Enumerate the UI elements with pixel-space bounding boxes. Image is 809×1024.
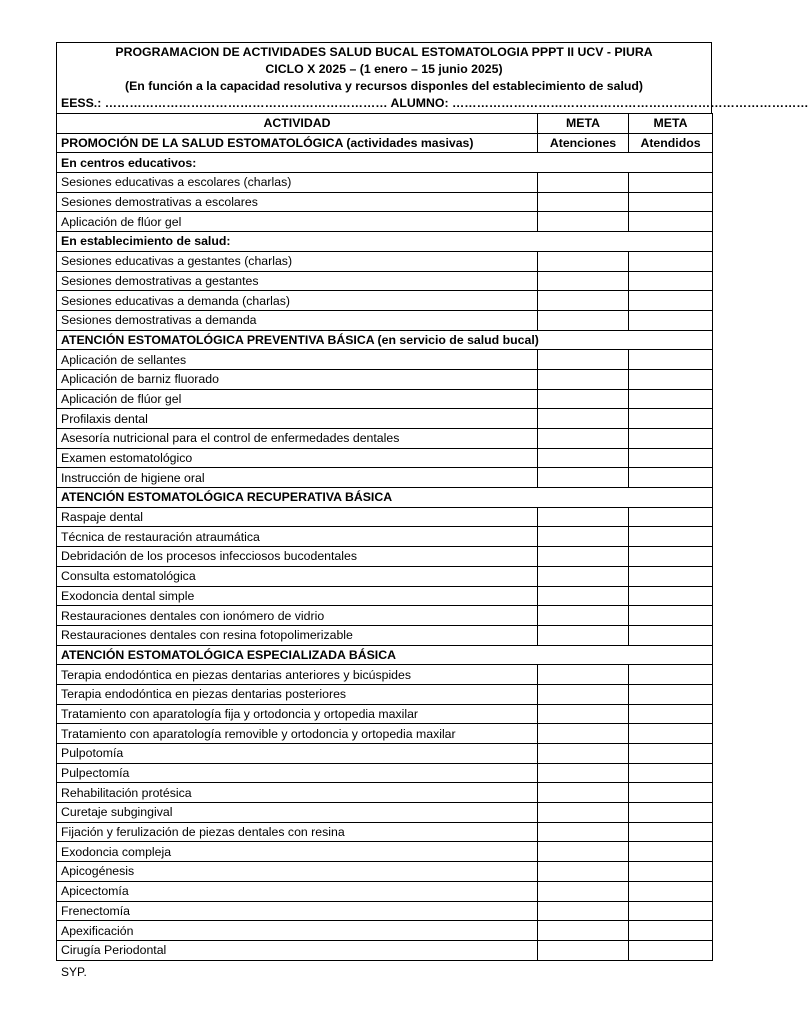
meta-atenciones-cell[interactable] bbox=[538, 665, 629, 685]
table-row bbox=[57, 369, 713, 389]
meta-atenciones-header: Atenciones bbox=[538, 133, 629, 153]
meta-atenciones-cell[interactable] bbox=[538, 822, 629, 842]
activity-label: Aplicación de sellantes bbox=[57, 350, 538, 370]
meta-atendidos-header: Atendidos bbox=[629, 133, 713, 153]
meta-atenciones-cell[interactable] bbox=[538, 251, 629, 271]
activity-label: Aplicación de barniz fluorado bbox=[57, 369, 538, 389]
column-header-meta-1: META bbox=[538, 114, 629, 134]
activity-label: Apicectomía bbox=[57, 881, 538, 901]
meta-atenciones-cell[interactable] bbox=[538, 310, 629, 330]
meta-atendidos-cell[interactable] bbox=[629, 192, 713, 212]
meta-atendidos-cell[interactable] bbox=[629, 744, 713, 764]
meta-atenciones-cell[interactable] bbox=[538, 389, 629, 409]
table-row bbox=[57, 291, 713, 311]
meta-atendidos-cell[interactable] bbox=[629, 684, 713, 704]
table-row bbox=[57, 724, 713, 744]
meta-atendidos-cell[interactable] bbox=[629, 291, 713, 311]
meta-atenciones-cell[interactable] bbox=[538, 291, 629, 311]
meta-atendidos-cell[interactable] bbox=[629, 212, 713, 232]
eess-alumno-line: EESS.: …………………………………………………………… ALUMNO: …………………………………………………………………………… bbox=[61, 96, 809, 110]
section-heading-row bbox=[57, 645, 713, 665]
activity-label: Asesoría nutricional para el control de enfermedades dentales bbox=[57, 429, 538, 449]
activity-label: Sesiones demostrativas a gestantes bbox=[57, 271, 538, 291]
table-row bbox=[57, 763, 713, 783]
document-sheet bbox=[56, 42, 809, 961]
section-heading: ATENCIÓN ESTOMATOLÓGICA RECUPERATIVA BÁSICA bbox=[57, 488, 713, 508]
meta-atendidos-cell[interactable] bbox=[629, 507, 713, 527]
meta-atenciones-cell[interactable] bbox=[538, 724, 629, 744]
activity-label: Pulpotomía bbox=[57, 744, 538, 764]
meta-atenciones-cell[interactable] bbox=[538, 901, 629, 921]
meta-atenciones-cell[interactable] bbox=[538, 783, 629, 803]
table-row bbox=[57, 350, 713, 370]
activity-label: Sesiones demostrativas a escolares bbox=[57, 192, 538, 212]
table-row bbox=[57, 173, 713, 193]
activity-label: Examen estomatológico bbox=[57, 448, 538, 468]
activity-label: Aplicación de flúor gel bbox=[57, 212, 538, 232]
meta-atenciones-cell[interactable] bbox=[538, 448, 629, 468]
table-row bbox=[57, 921, 713, 941]
meta-atenciones-cell[interactable] bbox=[538, 409, 629, 429]
meta-atenciones-cell[interactable] bbox=[538, 192, 629, 212]
column-header-actividad: ACTIVIDAD bbox=[57, 114, 538, 134]
activity-label: Tratamiento con aparatología removible y ortodoncia y ortopedia maxilar bbox=[57, 724, 538, 744]
meta-atendidos-cell[interactable] bbox=[629, 527, 713, 547]
table-row bbox=[57, 744, 713, 764]
activity-label: Apicogénesis bbox=[57, 862, 538, 882]
footer-note: SYP. bbox=[61, 965, 87, 979]
activity-label: Técnica de restauración atraumática bbox=[57, 527, 538, 547]
section-heading-row bbox=[57, 133, 713, 153]
table-row bbox=[57, 566, 713, 586]
header-note: (En función a la capacidad resolutiva y recursos disponles del establecimiento de salud) bbox=[125, 79, 643, 93]
group-heading-row bbox=[57, 232, 713, 252]
table-row bbox=[57, 192, 713, 212]
meta-atenciones-cell[interactable] bbox=[538, 527, 629, 547]
meta-atenciones-cell[interactable] bbox=[538, 606, 629, 626]
activity-label: Terapia endodóntica en piezas dentarias posteriores bbox=[57, 684, 538, 704]
table-row bbox=[57, 783, 713, 803]
activity-label: Terapia endodóntica en piezas dentarias anteriores y bicúspides bbox=[57, 665, 538, 685]
section-heading: PROMOCIÓN DE LA SALUD ESTOMATOLÓGICA (actividades masivas) bbox=[57, 133, 538, 153]
table-row bbox=[57, 822, 713, 842]
activity-label: Rehabilitación protésica bbox=[57, 783, 538, 803]
meta-atenciones-cell[interactable] bbox=[538, 803, 629, 823]
meta-atendidos-cell[interactable] bbox=[629, 625, 713, 645]
table-row bbox=[57, 881, 713, 901]
activity-label: Sesiones educativas a demanda (charlas) bbox=[57, 291, 538, 311]
meta-atenciones-cell[interactable] bbox=[538, 212, 629, 232]
meta-atenciones-cell[interactable] bbox=[538, 586, 629, 606]
meta-atendidos-cell[interactable] bbox=[629, 429, 713, 449]
activity-label: Curetaje subgingival bbox=[57, 803, 538, 823]
meta-atenciones-cell[interactable] bbox=[538, 566, 629, 586]
activity-label: Raspaje dental bbox=[57, 507, 538, 527]
table-row bbox=[57, 310, 713, 330]
meta-atendidos-cell[interactable] bbox=[629, 783, 713, 803]
activity-label: Frenectomía bbox=[57, 901, 538, 921]
activities-table bbox=[56, 113, 713, 961]
meta-atenciones-cell[interactable] bbox=[538, 744, 629, 764]
activity-label: Consulta estomatológica bbox=[57, 566, 538, 586]
table-row bbox=[57, 271, 713, 291]
meta-atendidos-cell[interactable] bbox=[629, 665, 713, 685]
meta-atendidos-cell[interactable] bbox=[629, 763, 713, 783]
group-heading-row bbox=[57, 153, 713, 173]
activity-label: Exodoncia compleja bbox=[57, 842, 538, 862]
meta-atendidos-cell[interactable] bbox=[629, 822, 713, 842]
meta-atendidos-cell[interactable] bbox=[629, 271, 713, 291]
document-header bbox=[56, 42, 809, 113]
meta-atendidos-cell[interactable] bbox=[629, 704, 713, 724]
activity-label: Debridación de los procesos infecciosos bucodentales bbox=[57, 547, 538, 567]
meta-atenciones-cell[interactable] bbox=[538, 625, 629, 645]
meta-atendidos-cell[interactable] bbox=[629, 586, 713, 606]
section-heading: ATENCIÓN ESTOMATOLÓGICA PREVENTIVA BÁSICA (en servicio de salud bucal) bbox=[57, 330, 713, 350]
table-row bbox=[57, 901, 713, 921]
table-header-row bbox=[57, 114, 713, 134]
meta-atenciones-cell[interactable] bbox=[538, 350, 629, 370]
activity-label: Sesiones educativas a gestantes (charlas) bbox=[57, 251, 538, 271]
meta-atendidos-cell[interactable] bbox=[629, 310, 713, 330]
document-title: PROGRAMACION DE ACTIVIDADES SALUD BUCAL ESTOMATOLOGIA PPPT II UCV - PIURA bbox=[115, 45, 653, 59]
activity-label: Profilaxis dental bbox=[57, 409, 538, 429]
meta-atendidos-cell[interactable] bbox=[629, 566, 713, 586]
meta-atendidos-cell[interactable] bbox=[629, 940, 713, 960]
group-heading: En centros educativos: bbox=[57, 153, 713, 173]
meta-atenciones-cell[interactable] bbox=[538, 940, 629, 960]
table-row bbox=[57, 704, 713, 724]
activity-label: Fijación y ferulización de piezas dentales con resina bbox=[57, 822, 538, 842]
table-row bbox=[57, 212, 713, 232]
activity-label: Apexificación bbox=[57, 921, 538, 941]
meta-atenciones-cell[interactable] bbox=[538, 763, 629, 783]
table-row bbox=[57, 684, 713, 704]
meta-atendidos-cell[interactable] bbox=[629, 350, 713, 370]
table-row bbox=[57, 251, 713, 271]
table-row bbox=[57, 389, 713, 409]
group-heading: En establecimiento de salud: bbox=[57, 232, 713, 252]
activity-label: Aplicación de flúor gel bbox=[57, 389, 538, 409]
meta-atenciones-cell[interactable] bbox=[538, 921, 629, 941]
activity-label: Restauraciones dentales con ionómero de vidrio bbox=[57, 606, 538, 626]
table-row bbox=[57, 429, 713, 449]
activity-label: Restauraciones dentales con resina fotopolimerizable bbox=[57, 625, 538, 645]
meta-atendidos-cell[interactable] bbox=[629, 606, 713, 626]
meta-atenciones-cell[interactable] bbox=[538, 842, 629, 862]
section-heading-row bbox=[57, 330, 713, 350]
column-header-meta-2: META bbox=[629, 114, 713, 134]
table-row bbox=[57, 448, 713, 468]
table-row bbox=[57, 862, 713, 882]
meta-atendidos-cell[interactable] bbox=[629, 842, 713, 862]
meta-atenciones-cell[interactable] bbox=[538, 704, 629, 724]
table-row bbox=[57, 940, 713, 960]
meta-atendidos-cell[interactable] bbox=[629, 921, 713, 941]
activity-label: Sesiones demostrativas a demanda bbox=[57, 310, 538, 330]
table-row bbox=[57, 586, 713, 606]
meta-atendidos-cell[interactable] bbox=[629, 881, 713, 901]
meta-atenciones-cell[interactable] bbox=[538, 429, 629, 449]
activity-label: Pulpectomía bbox=[57, 763, 538, 783]
meta-atenciones-cell[interactable] bbox=[538, 271, 629, 291]
cycle-line: CICLO X 2025 – (1 enero – 15 junio 2025) bbox=[265, 62, 503, 76]
activity-label: Instrucción de higiene oral bbox=[57, 468, 538, 488]
meta-atenciones-cell[interactable] bbox=[538, 547, 629, 567]
meta-atenciones-cell[interactable] bbox=[538, 468, 629, 488]
meta-atendidos-cell[interactable] bbox=[629, 369, 713, 389]
meta-atenciones-cell[interactable] bbox=[538, 369, 629, 389]
meta-atendidos-cell[interactable] bbox=[629, 901, 713, 921]
activity-label: Sesiones educativas a escolares (charlas) bbox=[57, 173, 538, 193]
table-row bbox=[57, 468, 713, 488]
meta-atendidos-cell[interactable] bbox=[629, 173, 713, 193]
meta-atendidos-cell[interactable] bbox=[629, 803, 713, 823]
activity-label: Cirugía Periodontal bbox=[57, 940, 538, 960]
table-row bbox=[57, 409, 713, 429]
meta-atendidos-cell[interactable] bbox=[629, 724, 713, 744]
table-row bbox=[57, 803, 713, 823]
meta-atendidos-cell[interactable] bbox=[629, 448, 713, 468]
table-row bbox=[57, 606, 713, 626]
meta-atendidos-cell[interactable] bbox=[629, 389, 713, 409]
meta-atendidos-cell[interactable] bbox=[629, 409, 713, 429]
meta-atenciones-cell[interactable] bbox=[538, 684, 629, 704]
table-row bbox=[57, 527, 713, 547]
activity-label: Exodoncia dental simple bbox=[57, 586, 538, 606]
meta-atenciones-cell[interactable] bbox=[538, 881, 629, 901]
section-heading: ATENCIÓN ESTOMATOLÓGICA ESPECIALIZADA BÁSICA bbox=[57, 645, 713, 665]
table-row bbox=[57, 547, 713, 567]
meta-atendidos-cell[interactable] bbox=[629, 862, 713, 882]
table-row bbox=[57, 507, 713, 527]
meta-atendidos-cell[interactable] bbox=[629, 468, 713, 488]
table-row bbox=[57, 842, 713, 862]
meta-atenciones-cell[interactable] bbox=[538, 173, 629, 193]
table-row bbox=[57, 625, 713, 645]
table-row bbox=[57, 665, 713, 685]
section-heading-row bbox=[57, 488, 713, 508]
meta-atendidos-cell[interactable] bbox=[629, 251, 713, 271]
activity-label: Tratamiento con aparatología fija y ortodoncia y ortopedia maxilar bbox=[57, 704, 538, 724]
meta-atenciones-cell[interactable] bbox=[538, 862, 629, 882]
meta-atenciones-cell[interactable] bbox=[538, 507, 629, 527]
meta-atendidos-cell[interactable] bbox=[629, 547, 713, 567]
